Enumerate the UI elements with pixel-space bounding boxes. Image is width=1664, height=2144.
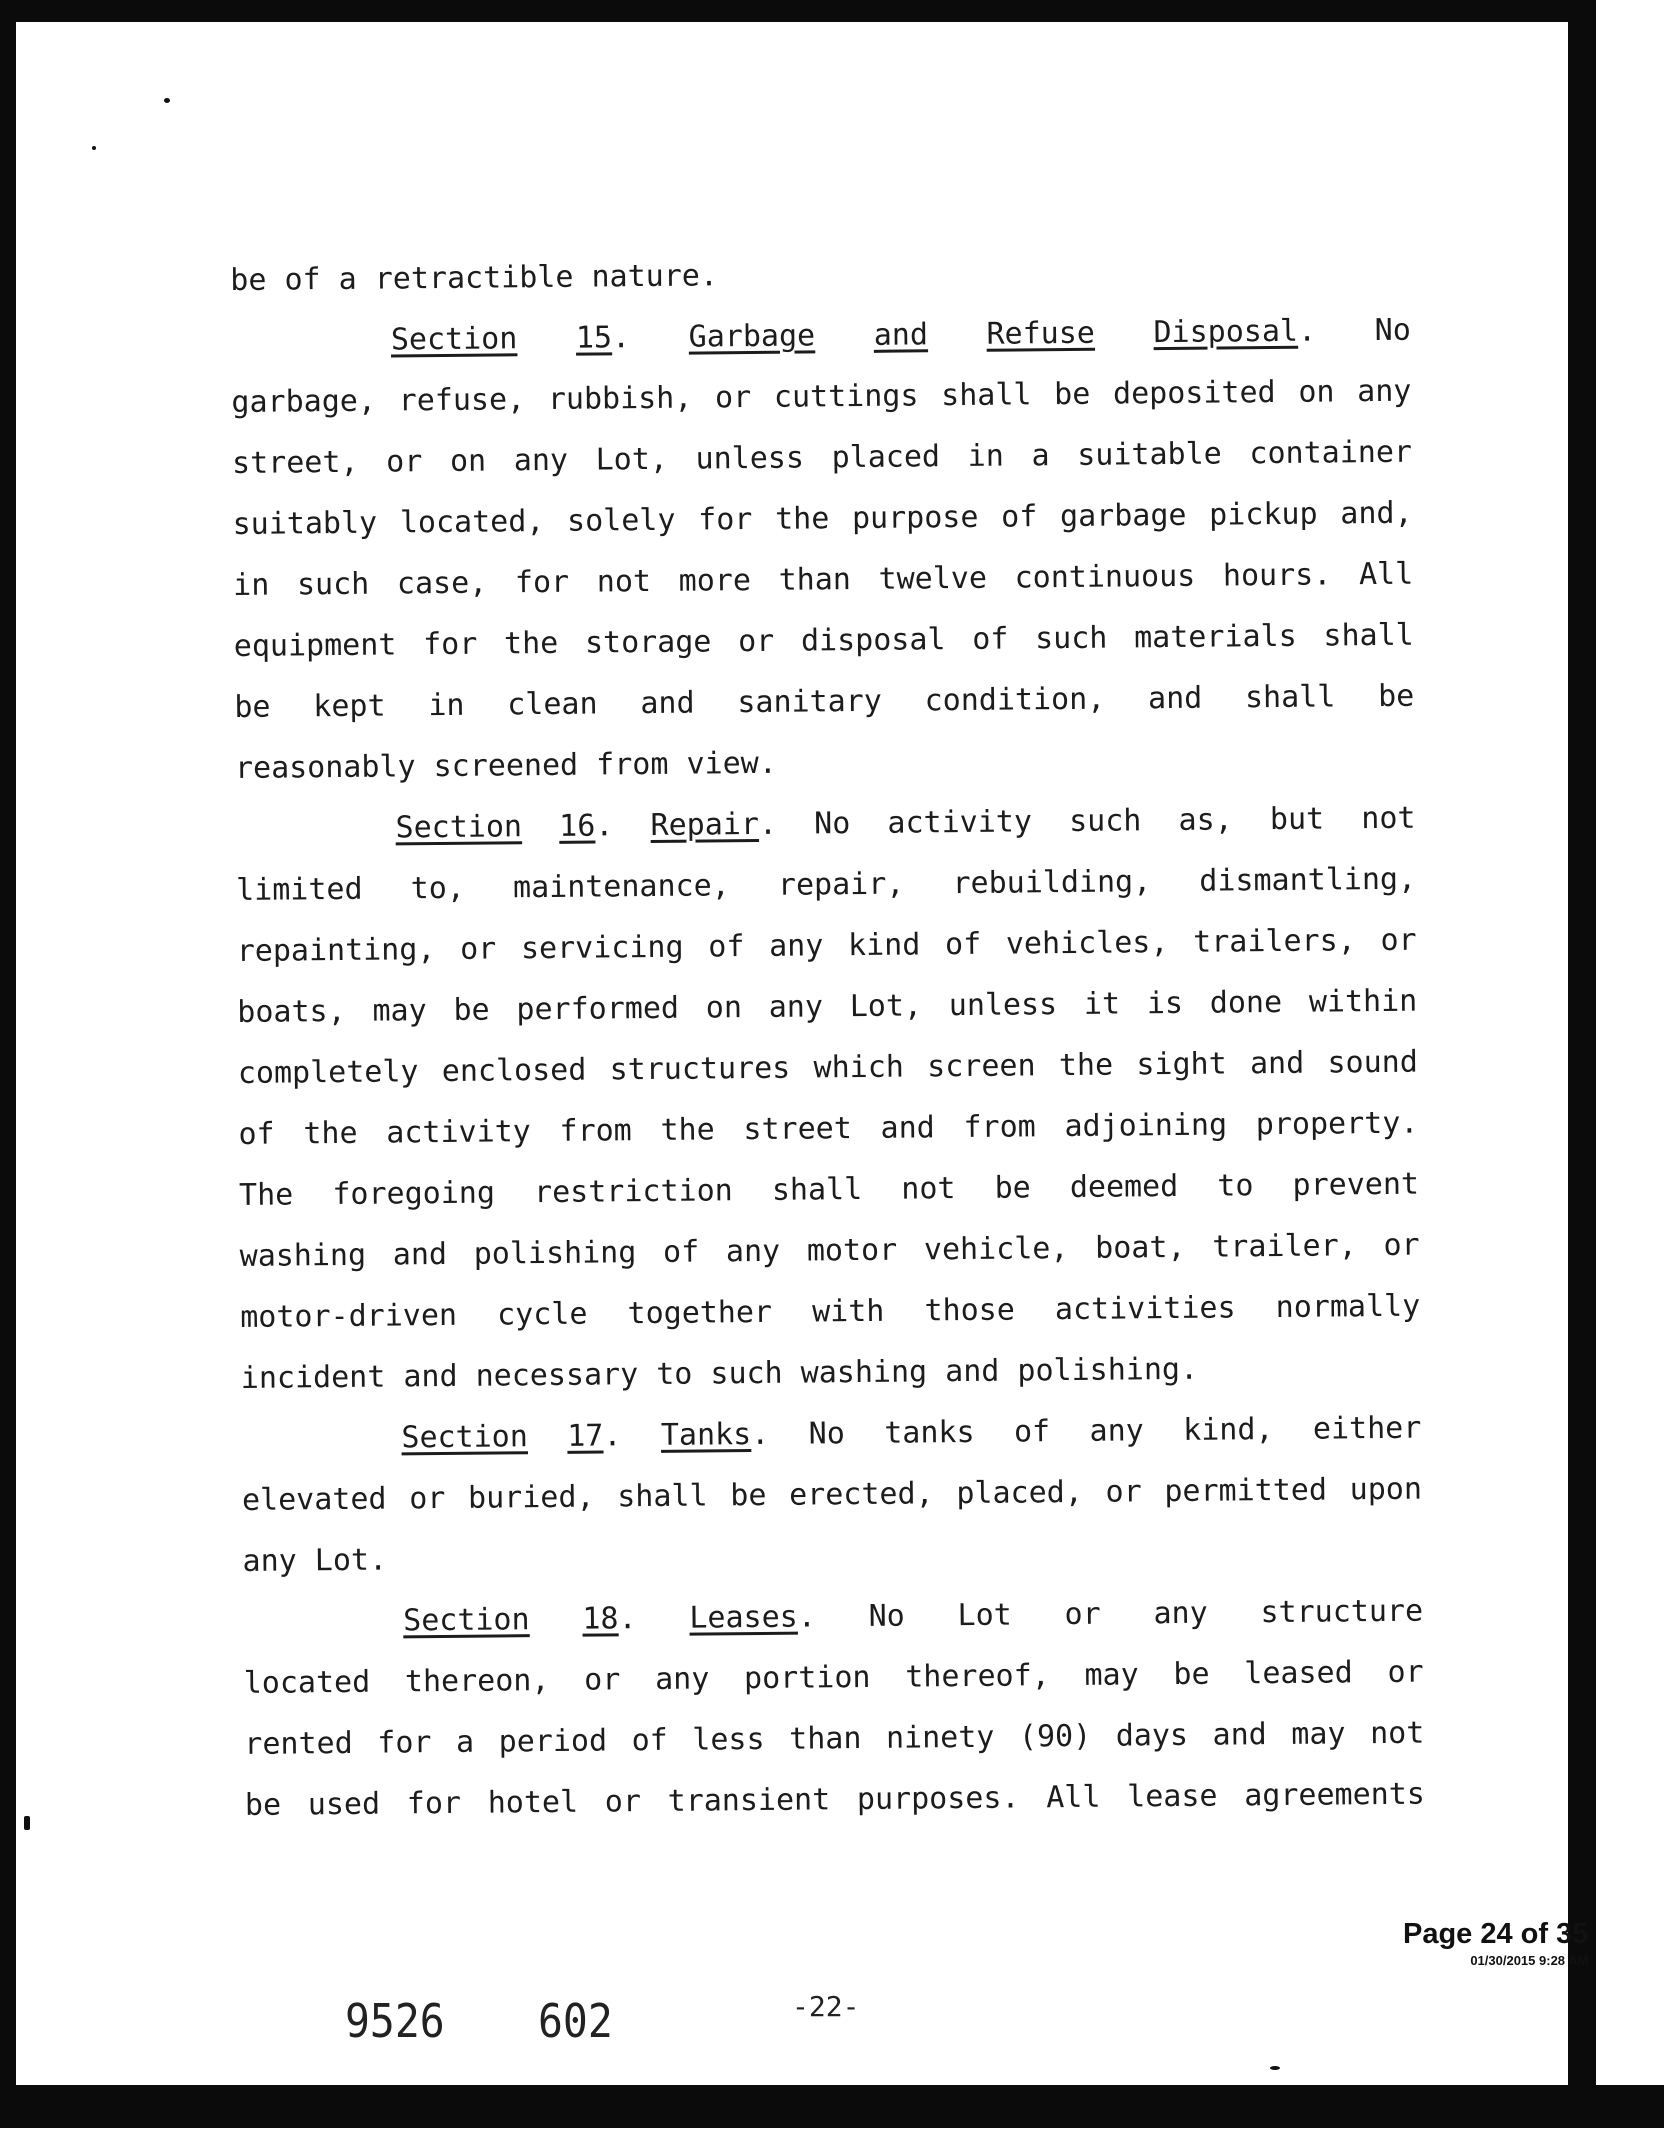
- word: cycle: [496, 1296, 588, 1333]
- word: shall: [940, 377, 1032, 414]
- word: for: [514, 564, 570, 601]
- word: any: [654, 1661, 710, 1697]
- word: be: [1377, 678, 1415, 714]
- text-line: [231, 300, 1412, 372]
- line-text: any Lot.: [242, 1542, 388, 1579]
- word: from: [963, 1109, 1036, 1145]
- word: the: [503, 625, 559, 662]
- word: pickup: [1209, 496, 1318, 533]
- document-body: [230, 239, 1425, 1836]
- word: to,: [410, 870, 466, 907]
- word: elevated: [241, 1481, 387, 1518]
- text-line: [238, 1093, 1419, 1165]
- word: boat,: [1095, 1229, 1186, 1266]
- word: sight: [1136, 1046, 1227, 1083]
- word: storage: [584, 624, 712, 661]
- word: of: [972, 621, 1009, 657]
- word: deemed: [1069, 1168, 1179, 1205]
- text-line: [243, 1642, 1424, 1714]
- word: tanks: [884, 1414, 975, 1451]
- underlined-word: Garbage: [688, 318, 816, 355]
- word: as,: [1178, 802, 1233, 838]
- word: or: [1105, 1474, 1142, 1510]
- word: suitable: [1077, 436, 1222, 473]
- word: any: [768, 928, 824, 964]
- word: not: [1361, 800, 1416, 837]
- word: be: [453, 992, 490, 1028]
- word: is: [1146, 985, 1184, 1022]
- word: a: [1031, 438, 1050, 474]
- word: portion: [743, 1659, 871, 1697]
- word: located: [243, 1664, 371, 1701]
- word: together: [627, 1294, 773, 1332]
- word: or: [409, 1480, 446, 1517]
- word: [661, 1404, 770, 1466]
- word: materials: [1133, 618, 1297, 656]
- word: (90): [1018, 1718, 1092, 1755]
- word: it: [1083, 986, 1121, 1022]
- word: .: [1297, 313, 1317, 349]
- word: more: [678, 563, 752, 599]
- text-line: [241, 1398, 1422, 1470]
- underlined-word: Tanks: [660, 1417, 752, 1453]
- underlined-word: 17: [567, 1418, 604, 1454]
- word: The: [238, 1177, 294, 1213]
- word: All: [1046, 1779, 1101, 1816]
- word: done: [1209, 984, 1283, 1021]
- word: equipment: [233, 627, 397, 664]
- word: adjoining: [1064, 1107, 1228, 1145]
- line-text: incident and necessary to such washing and polishing.: [240, 1351, 1199, 1396]
- word: the: [1058, 1047, 1114, 1084]
- word: unless: [695, 440, 805, 477]
- word: rebuilding,: [952, 864, 1152, 902]
- word: days: [1115, 1717, 1189, 1754]
- page-timestamp: 01/30/2015 9:28 AM: [1470, 1953, 1589, 1968]
- word: .: [797, 1599, 817, 1635]
- word: .: [758, 806, 778, 842]
- text-line: [233, 544, 1414, 616]
- word: kind: [847, 927, 921, 964]
- word: street,: [231, 444, 359, 481]
- word: of: [944, 926, 982, 963]
- text-line: [236, 910, 1417, 982]
- word: [1153, 301, 1316, 364]
- word: in: [967, 438, 1004, 474]
- word: sanitary: [737, 683, 883, 721]
- word: any: [1357, 373, 1412, 410]
- word: of: [1001, 499, 1038, 535]
- word: polishing: [473, 1235, 637, 1272]
- word: motor: [806, 1232, 898, 1269]
- text-line: [239, 1154, 1420, 1226]
- word: .: [595, 808, 614, 844]
- word: structure: [1260, 1593, 1424, 1631]
- word: purposes.: [856, 1780, 1020, 1818]
- word: completely: [237, 1054, 419, 1091]
- word: washing: [239, 1237, 367, 1274]
- text-line: [241, 1337, 1422, 1409]
- word: No: [868, 1598, 905, 1634]
- word: and: [1249, 1045, 1305, 1082]
- line-text: be of a retractible nature.: [230, 258, 719, 298]
- word: continuous: [1014, 558, 1196, 596]
- word: less: [692, 1721, 765, 1758]
- word: not: [901, 1171, 956, 1207]
- word: used: [307, 1786, 381, 1823]
- scan-speck: [24, 1816, 30, 1830]
- word: or: [584, 1662, 621, 1698]
- word: on: [705, 990, 743, 1026]
- word: Lot,: [595, 441, 669, 478]
- word: be: [1173, 1656, 1210, 1693]
- word: foregoing: [332, 1175, 496, 1213]
- word: trailer,: [1212, 1228, 1357, 1265]
- word: normally: [1275, 1288, 1421, 1326]
- word: [689, 1586, 816, 1648]
- word: be: [1054, 376, 1091, 413]
- word: or: [604, 1784, 642, 1820]
- text-line: [235, 727, 1416, 799]
- word: repainting,: [236, 932, 436, 969]
- word: be: [244, 1787, 282, 1823]
- word: activity: [887, 804, 1033, 841]
- word: sound: [1327, 1044, 1418, 1081]
- word: or: [385, 444, 423, 480]
- word: such: [1068, 803, 1142, 839]
- text-line: [236, 849, 1417, 921]
- text-line: [243, 1581, 1424, 1653]
- word: period: [498, 1723, 608, 1760]
- word: Lot: [957, 1597, 1012, 1634]
- page-stamp: [1403, 1918, 1588, 1968]
- text-line: [237, 971, 1418, 1043]
- word: and,: [1340, 495, 1413, 532]
- word: from: [559, 1113, 632, 1149]
- underlined-word: Repair: [650, 806, 760, 843]
- text-line: [242, 1520, 1423, 1592]
- word: condition,: [924, 681, 1106, 719]
- text-line: [232, 483, 1413, 555]
- word: rubbish,: [547, 380, 693, 417]
- word: or: [737, 623, 775, 660]
- word: or: [459, 931, 497, 967]
- word: agreements: [1244, 1776, 1426, 1814]
- word: either: [1312, 1410, 1422, 1447]
- word: and: [640, 685, 695, 722]
- scan-border-left: [0, 0, 16, 2144]
- word: the: [660, 1112, 715, 1148]
- word: be: [730, 1477, 767, 1514]
- word: enclosed: [441, 1052, 587, 1090]
- word: repair,: [777, 866, 905, 903]
- text-line: [232, 422, 1413, 494]
- text-line: [231, 361, 1412, 433]
- word: may: [372, 993, 427, 1029]
- word: be: [234, 689, 271, 725]
- scan-margin-right: [1596, 0, 1664, 2144]
- word: All: [1358, 556, 1414, 593]
- word: case,: [396, 565, 488, 602]
- word: unless: [948, 987, 1058, 1024]
- word: or: [1387, 1654, 1424, 1690]
- underlined-word: Leases: [689, 1599, 798, 1636]
- word: vehicles,: [1005, 925, 1169, 962]
- folio-number: -22-: [792, 1990, 860, 2023]
- word: in: [233, 567, 270, 603]
- underlined-word: and: [873, 317, 929, 353]
- word: buried,: [467, 1479, 595, 1516]
- underlined-word: 18: [582, 1601, 619, 1637]
- word: street: [743, 1111, 853, 1148]
- word: for: [406, 1785, 462, 1822]
- word: garbage,: [231, 383, 377, 420]
- word: restriction: [533, 1173, 733, 1211]
- scan-speck: [92, 146, 96, 150]
- word: [576, 307, 631, 369]
- word: on: [449, 443, 487, 479]
- word: in: [428, 687, 465, 724]
- word: transient: [667, 1782, 831, 1819]
- word: any: [513, 442, 569, 479]
- word: kept: [313, 688, 386, 725]
- word: placed: [831, 439, 941, 476]
- scan-speck: [1270, 2066, 1280, 2070]
- word: [650, 794, 777, 856]
- word: .: [611, 320, 631, 356]
- word: shall: [1323, 617, 1414, 654]
- word: the: [774, 501, 830, 537]
- word: upon: [1349, 1471, 1423, 1508]
- word: such: [296, 566, 370, 603]
- word: [567, 1405, 622, 1467]
- book-page-number: 602: [538, 1994, 613, 2048]
- word: on: [1298, 374, 1335, 410]
- word: activities: [1054, 1290, 1236, 1328]
- word: [582, 1588, 637, 1650]
- text-line: [238, 1032, 1419, 1104]
- underlined-word: 15: [575, 320, 613, 356]
- word: ninety: [885, 1719, 995, 1756]
- word: the: [303, 1115, 358, 1152]
- word: any: [725, 1233, 781, 1270]
- word: shall: [617, 1478, 708, 1515]
- word: or: [714, 380, 752, 416]
- word: .: [618, 1601, 637, 1637]
- word: refuse,: [398, 382, 526, 419]
- text-line: [234, 605, 1415, 677]
- word: of: [631, 1722, 668, 1759]
- underlined-word: Section: [401, 1419, 529, 1456]
- word: property.: [1255, 1105, 1419, 1143]
- word: a: [455, 1724, 475, 1760]
- word: shall: [1244, 679, 1336, 716]
- word: .: [751, 1416, 770, 1453]
- text-line: [240, 1276, 1421, 1348]
- word: .: [603, 1418, 622, 1454]
- word: of: [708, 929, 745, 965]
- word: rented: [244, 1725, 353, 1762]
- scan-speck: [164, 98, 170, 103]
- word: or: [1383, 1227, 1420, 1263]
- word: cuttings: [773, 378, 919, 415]
- underlined-word: Refuse: [986, 315, 1096, 352]
- word: trailers,: [1193, 923, 1356, 960]
- word: of: [238, 1116, 275, 1152]
- underlined-word: Disposal: [1153, 313, 1299, 351]
- word: solely: [566, 502, 676, 539]
- word: servicing: [520, 929, 684, 967]
- text-line: [234, 666, 1415, 738]
- word: prevent: [1292, 1166, 1420, 1203]
- underlined-word: Section: [390, 321, 518, 358]
- word: suitably: [232, 505, 378, 542]
- word: vehicle,: [923, 1230, 1069, 1268]
- word: or: [1064, 1596, 1101, 1633]
- word: Lot,: [849, 988, 923, 1025]
- text-line: [242, 1459, 1423, 1531]
- word: erected,: [788, 1476, 934, 1513]
- word: of: [662, 1234, 700, 1270]
- word: leased: [1244, 1655, 1353, 1692]
- word: maintenance,: [512, 868, 730, 906]
- word: which: [813, 1049, 905, 1086]
- word: than: [788, 1721, 862, 1757]
- word: dismantling,: [1199, 861, 1417, 899]
- word: than: [778, 562, 852, 598]
- word: for: [698, 501, 753, 538]
- word: structures: [609, 1050, 791, 1088]
- word: for: [377, 1725, 432, 1761]
- scan-margin-bottom: [0, 2128, 1664, 2144]
- word: kind,: [1183, 1412, 1274, 1448]
- book-number: 9526: [345, 1994, 445, 2048]
- page-counter: Page 24 of 35: [1403, 1918, 1589, 1950]
- word: located,: [399, 503, 545, 541]
- underlined-word: 16: [559, 808, 596, 844]
- word: performed: [516, 990, 680, 1028]
- word: No: [1374, 312, 1411, 349]
- word: of: [1013, 1414, 1051, 1450]
- word: within: [1308, 983, 1418, 1020]
- word: any: [1153, 1595, 1208, 1632]
- word: [559, 795, 614, 857]
- word: not: [596, 563, 652, 600]
- word: activity: [386, 1114, 531, 1151]
- word: with: [811, 1293, 885, 1330]
- word: those: [924, 1292, 1016, 1329]
- text-line: [235, 788, 1416, 860]
- word: hotel: [487, 1784, 579, 1821]
- underlined-word: Section: [402, 1602, 530, 1639]
- word: twelve: [878, 560, 988, 597]
- text-line: [239, 1215, 1420, 1287]
- word: No: [813, 806, 851, 842]
- word: and: [880, 1110, 935, 1146]
- word: garbage: [1059, 497, 1187, 535]
- word: container: [1249, 434, 1413, 472]
- line-text: reasonably screened from view.: [234, 745, 777, 786]
- word: thereof,: [905, 1658, 1050, 1695]
- word: any: [768, 989, 824, 1025]
- word: boats,: [237, 993, 346, 1030]
- word: clean: [507, 686, 598, 723]
- word: not: [1369, 1715, 1425, 1752]
- word: lease: [1127, 1778, 1218, 1815]
- word: and: [1147, 680, 1203, 717]
- word: permitted: [1164, 1472, 1328, 1510]
- word: be: [994, 1170, 1031, 1206]
- word: thereon,: [404, 1663, 550, 1700]
- scan-border-top: [0, 0, 1664, 22]
- word: purpose: [851, 499, 979, 537]
- word: shall: [771, 1171, 863, 1208]
- word: for: [422, 626, 478, 663]
- word: may: [1291, 1716, 1346, 1752]
- word: screen: [927, 1048, 1036, 1085]
- word: placed,: [956, 1474, 1083, 1512]
- word: any: [1089, 1413, 1144, 1449]
- word: disposal: [800, 622, 946, 659]
- word: hours.: [1222, 557, 1332, 594]
- text-line: [245, 1764, 1426, 1836]
- word: No: [808, 1416, 845, 1452]
- word: but: [1269, 801, 1325, 838]
- word: and: [1212, 1717, 1267, 1753]
- word: such: [1034, 620, 1108, 657]
- word: or: [1380, 922, 1417, 958]
- text-line: [230, 239, 1411, 311]
- word: deposited: [1112, 374, 1276, 412]
- underlined-word: Section: [395, 809, 523, 846]
- text-line: [244, 1703, 1425, 1775]
- word: motor-driven: [240, 1297, 458, 1335]
- word: to: [1217, 1168, 1254, 1204]
- word: and: [392, 1236, 448, 1273]
- word: limited: [235, 871, 363, 908]
- word: may: [1084, 1657, 1139, 1693]
